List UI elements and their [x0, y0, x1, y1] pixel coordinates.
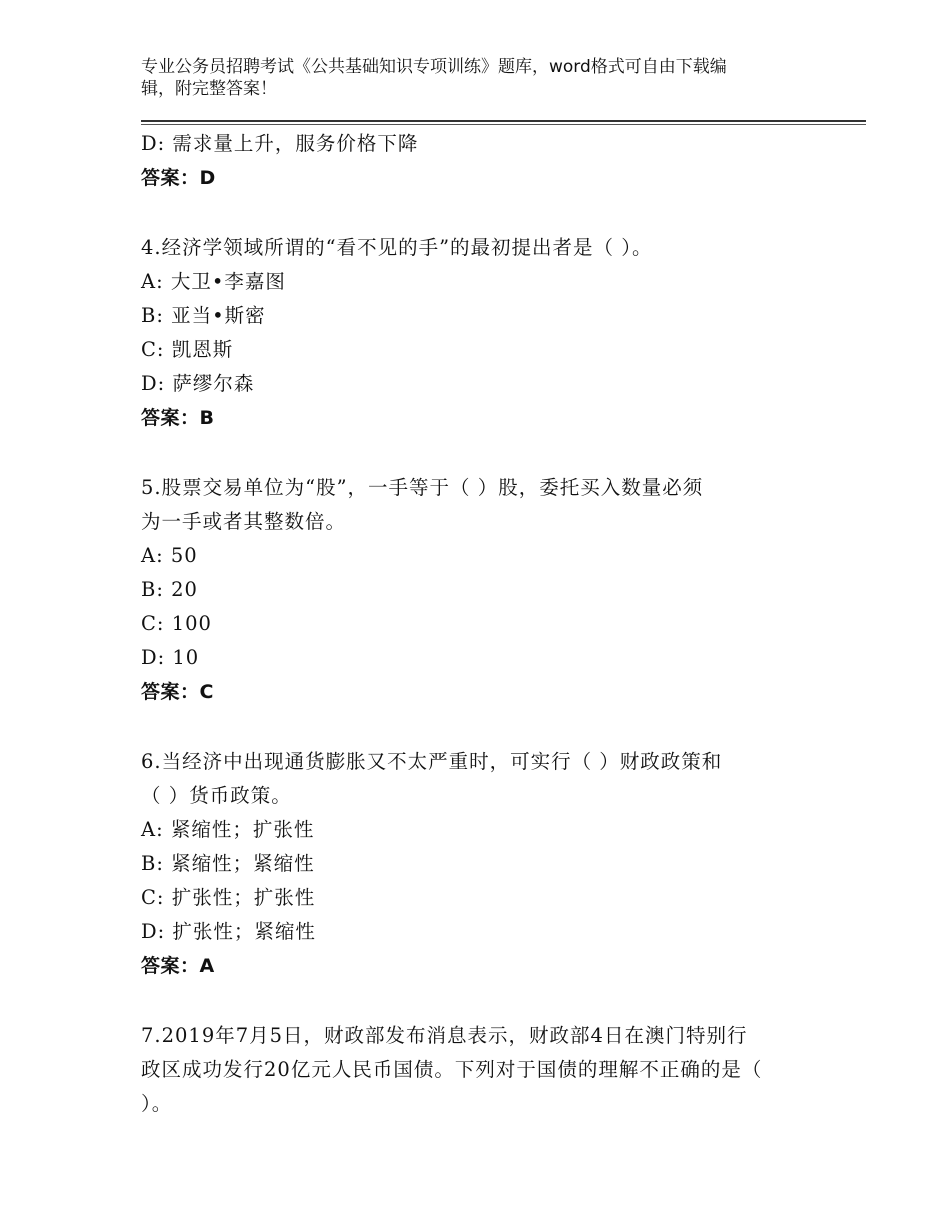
question-list: [141, 127, 821, 1121]
answer: 答案：A: [141, 955, 215, 977]
option-a: A: 大卫•李嘉图: [141, 270, 286, 293]
question-7: [141, 1019, 821, 1121]
header-line-2: 辑，附完整答案！: [141, 79, 277, 99]
question-stem-line-3: ）。: [141, 1092, 173, 1115]
question-3-tail: [141, 127, 821, 195]
header-rule-thick: [141, 120, 866, 122]
question-6: [141, 745, 821, 983]
option-c: C: 100: [141, 612, 212, 635]
answer: 答案：D: [141, 167, 216, 189]
question-stem-line-2: 政区成功发行20亿元人民币国债。下列对于国债的理解不正确的是（: [141, 1058, 763, 1081]
header-rule-thin: [141, 124, 866, 125]
page-header: [141, 56, 801, 100]
question-stem: 4.经济学领域所谓的“看不见的手”的最初提出者是（ ）。: [141, 236, 653, 259]
option-d: D: 萨缪尔森: [141, 372, 255, 395]
option-b: B: 亚当•斯密: [141, 304, 266, 327]
spacer: [141, 195, 821, 231]
answer: 答案：C: [141, 681, 214, 703]
option-b: B: 紧缩性；紧缩性: [141, 852, 315, 875]
header-line-1: 专业公务员招聘考试《公共基础知识专项训练》题库，word格式可自由下载编: [141, 57, 727, 77]
spacer: [141, 983, 821, 1019]
question-stem-line-2: 为一手或者其整数倍。: [141, 510, 347, 533]
spacer: [141, 709, 821, 745]
question-stem-line-2: （ ）货币政策。: [141, 784, 292, 807]
option-d: D: 扩张性；紧缩性: [141, 920, 316, 943]
option-d: D: 10: [141, 646, 200, 669]
question-5: [141, 471, 821, 709]
option-d: D: 需求量上升，服务价格下降: [141, 132, 419, 155]
question-stem-line-1: 6.当经济中出现通货膨胀又不太严重时，可实行（ ）财政政策和: [141, 750, 723, 773]
spacer: [141, 435, 821, 471]
question-stem-line-1: 7.2019年7月5日，财政部发布消息表示，财政部4日在澳门特别行: [141, 1024, 748, 1047]
question-4: [141, 231, 821, 435]
option-a: A: 50: [141, 544, 198, 567]
option-b: B: 20: [141, 578, 198, 601]
option-c: C: 扩张性；扩张性: [141, 886, 316, 909]
option-c: C: 凯恩斯: [141, 338, 234, 361]
question-stem-line-1: 5.股票交易单位为“股”，一手等于（ ）股，委托买入数量必须: [141, 476, 704, 499]
answer: 答案：B: [141, 407, 215, 429]
option-a: A: 紧缩性；扩张性: [141, 818, 315, 841]
